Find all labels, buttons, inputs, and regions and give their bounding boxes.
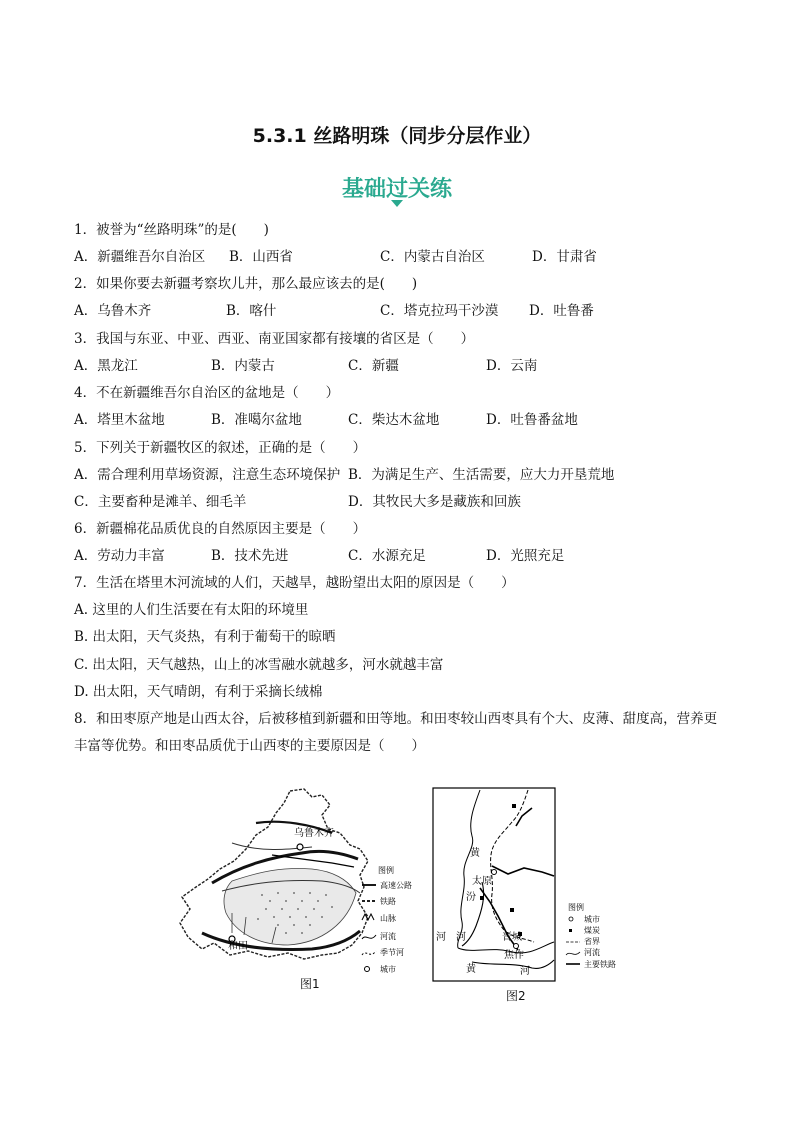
map2-label-fen: 汾 [466, 892, 476, 903]
figure-2-caption: 图2 [506, 989, 526, 1003]
section-heading: 基础过关练 [341, 177, 452, 202]
q7-option-d: D. 出太阳，天气晴朗，有利于采摘长绒棉 [74, 684, 323, 700]
q1-option-b: B．山西省 [229, 249, 293, 265]
q5-option-a: A．需合理利用草场资源，注意生态环境保护 [74, 467, 341, 483]
question-5-stem: 5．下列关于新疆牧区的叙述，正确的是（ ） [74, 440, 367, 456]
q7-option-b: B. 出太阳，天气炎热，有利于葡萄干的晾晒 [74, 629, 336, 645]
q1-option-a: A．新疆维吾尔自治区 [74, 249, 206, 265]
q6-option-a: A．劳动力丰富 [74, 548, 165, 564]
q4-option-c: C．柴达木盆地 [348, 412, 440, 428]
q7-option-c: C. 出太阳，天气越热，山上的冰雪融水就越多，河水就越丰富 [74, 657, 444, 673]
page-title: 5.3.1 丝路明珠（同步分层作业） [252, 125, 542, 147]
map2-label-he-2: 河 [456, 932, 466, 943]
question-4-stem: 4．不在新疆维吾尔自治区的盆地是（ ） [74, 385, 340, 401]
map2-label-jiaozuo: 焦作 [504, 950, 524, 961]
river-legend-icon [566, 952, 580, 955]
map2-legend-coal: 煤炭 [584, 926, 600, 935]
map2-label-taiyuan: 太原 [472, 876, 492, 887]
q3-option-b: B．内蒙古 [211, 358, 275, 374]
map2-label-huang-2: 黄 [466, 964, 476, 975]
q3-option-d: D．云南 [486, 358, 538, 374]
q5-option-d: D．其牧民大多是藏族和回族 [348, 494, 521, 510]
map1-legend-railway: 铁路 [380, 897, 396, 906]
map1-label-hotan: 和田 [228, 941, 248, 952]
question-3-stem: 3．我国与东亚、中亚、西亚、南亚国家都有接壤的省区是（ ） [74, 331, 475, 347]
map1-legend-seasonal-river: 季节河 [380, 948, 404, 957]
figure-1-xinjiang-map [172, 783, 434, 993]
q2-option-d: D．吐鲁番 [529, 303, 594, 319]
q1-option-d: D．甘肃省 [532, 249, 597, 265]
city-legend-icon [569, 917, 573, 921]
q3-option-c: C．新疆 [348, 358, 399, 374]
question-6-stem: 6．新疆棉花品质优良的自然原因主要是（ ） [74, 521, 367, 537]
question-7-stem: 7．生活在塔里木河流域的人们，天越旱，越盼望出太阳的原因是（ ） [74, 575, 515, 591]
q2-option-b: B．喀什 [226, 303, 277, 319]
map1-legend-highway: 高速公路 [380, 881, 412, 890]
map2-legend-river: 河流 [584, 948, 600, 957]
map2-legend-title: 图例 [568, 903, 584, 912]
map2-legend-railway: 主要铁路 [584, 960, 616, 969]
q4-option-a: A．塔里木盆地 [74, 412, 165, 428]
map1-legend-mountain: 山脉 [380, 914, 396, 923]
mountain-legend-icon [362, 914, 374, 920]
seasonal-river-legend-icon [362, 951, 376, 955]
map1-legend-river: 河流 [380, 932, 396, 941]
figure-1-caption: 图1 [300, 977, 320, 991]
map2-legend-border: 省界 [584, 937, 600, 946]
map2-label-he-3: 河 [520, 966, 530, 977]
q6-option-d: D．光照充足 [486, 548, 565, 564]
city-legend-icon [365, 967, 370, 972]
map2-label-huang-1: 黄 [470, 848, 480, 859]
q7-option-a: A. 这里的人们生活要在有太阳的环境里 [74, 602, 309, 618]
q4-option-d: D．吐鲁番盆地 [486, 412, 578, 428]
question-8-stem: 8．和田枣原产地是山西太谷，后被移植到新疆和田等地。和田枣较山西枣具有个大、皮薄、甜度高，营养更丰富等优势。和田枣品质优于山西枣的主要原因是（ ） [74, 711, 718, 754]
q2-option-a: A．乌鲁木齐 [74, 303, 152, 319]
question-2-stem: 2．如果你要去新疆考察坎儿井，那么最应该去的是( ) [74, 276, 418, 292]
map2-legend-city: 城市 [584, 915, 600, 924]
section-marker-icon [391, 200, 403, 207]
map1-legend-city: 城市 [380, 965, 396, 974]
q6-option-c: C．水源充足 [348, 548, 426, 564]
question-1-stem: 1．被誉为“丝路明珠”的是( ) [74, 222, 269, 238]
q5-option-b: B．为满足生产、生活需要，应大力开垦荒地 [348, 467, 615, 483]
q3-option-a: A．黑龙江 [74, 358, 138, 374]
map2-label-jincheng: 晋城 [502, 932, 522, 943]
river-legend-icon [362, 935, 376, 939]
map2-label-he-1: 河 [436, 932, 446, 943]
coal-legend-icon [569, 929, 572, 932]
q5-option-c: C．主要畜种是滩羊、细毛羊 [74, 494, 247, 510]
figure-2-shanxi-map [432, 786, 618, 986]
map1-legend-title: 图例 [378, 866, 394, 875]
q6-option-b: B．技术先进 [211, 548, 289, 564]
q4-option-b: B．准噶尔盆地 [211, 412, 302, 428]
q1-option-c: C．内蒙古自治区 [380, 249, 485, 265]
map1-label-urumqi: 乌鲁木齐 [294, 828, 334, 839]
q2-option-c: C．塔克拉玛干沙漠 [380, 303, 499, 319]
